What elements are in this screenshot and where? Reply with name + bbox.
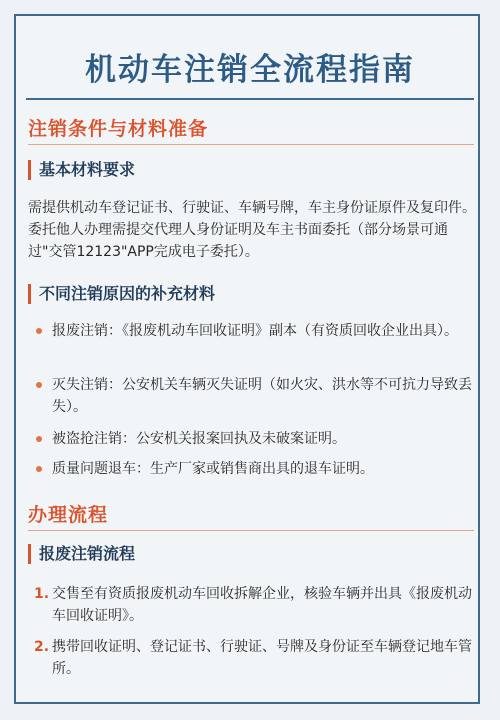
step-number: 1. xyxy=(34,586,50,602)
step-text: 携带回收证明、登记证书、行驶证、号牌及身份证至车辆登记地车管所。 xyxy=(52,639,472,677)
list-item-text: 质量问题退车：生产厂家或销售商出具的退车证明。 xyxy=(52,461,374,477)
page-title: 机动车注销全流程指南 xyxy=(85,52,415,88)
step-text: 交售至有资质报废机动车回收拆解企业，核验车辆并出具《报废机动车回收证明》。 xyxy=(52,586,472,624)
bullet-icon xyxy=(36,436,42,442)
section-divider xyxy=(28,144,474,145)
section-divider xyxy=(28,530,474,531)
subheading-supplement: 不同注销原因的补充材料 xyxy=(28,284,215,304)
step-item xyxy=(28,583,476,627)
list-item xyxy=(28,458,476,480)
bullet-icon xyxy=(36,328,42,334)
section-heading-conditions: 注销条件与材料准备 xyxy=(28,118,209,140)
list-item-text: 灭失注销：公安机关车辆灭失证明（如火灾、洪水等不可抗力导致丢失）。 xyxy=(52,377,472,415)
section-heading-process: 办理流程 xyxy=(28,504,109,526)
list-item-text: 报废注销：《报废机动车回收证明》副本（有资质回收企业出具）。 xyxy=(52,323,458,339)
step-item xyxy=(28,636,476,680)
step-number: 2. xyxy=(34,639,50,655)
subheading-scrap-process: 报废注销流程 xyxy=(28,544,135,564)
list-item-text: 被盗抢注销：公安机关报案回执及未破案证明。 xyxy=(52,431,346,447)
list-item xyxy=(28,428,476,450)
bullet-icon xyxy=(36,466,42,472)
bullet-icon xyxy=(36,382,42,388)
list-item xyxy=(28,320,476,342)
title-divider xyxy=(26,98,474,100)
subheading-basic-materials: 基本材料要求 xyxy=(28,160,135,180)
list-item xyxy=(28,374,476,418)
basic-materials-text: 需提供机动车登记证书、行驶证、车辆号牌，车主身份证原件及复印件。委托他人办理需提交代理人身份证明及车主书面委托（部分场景可通过"交管12123"APP完成电子委托）。 xyxy=(28,200,476,260)
